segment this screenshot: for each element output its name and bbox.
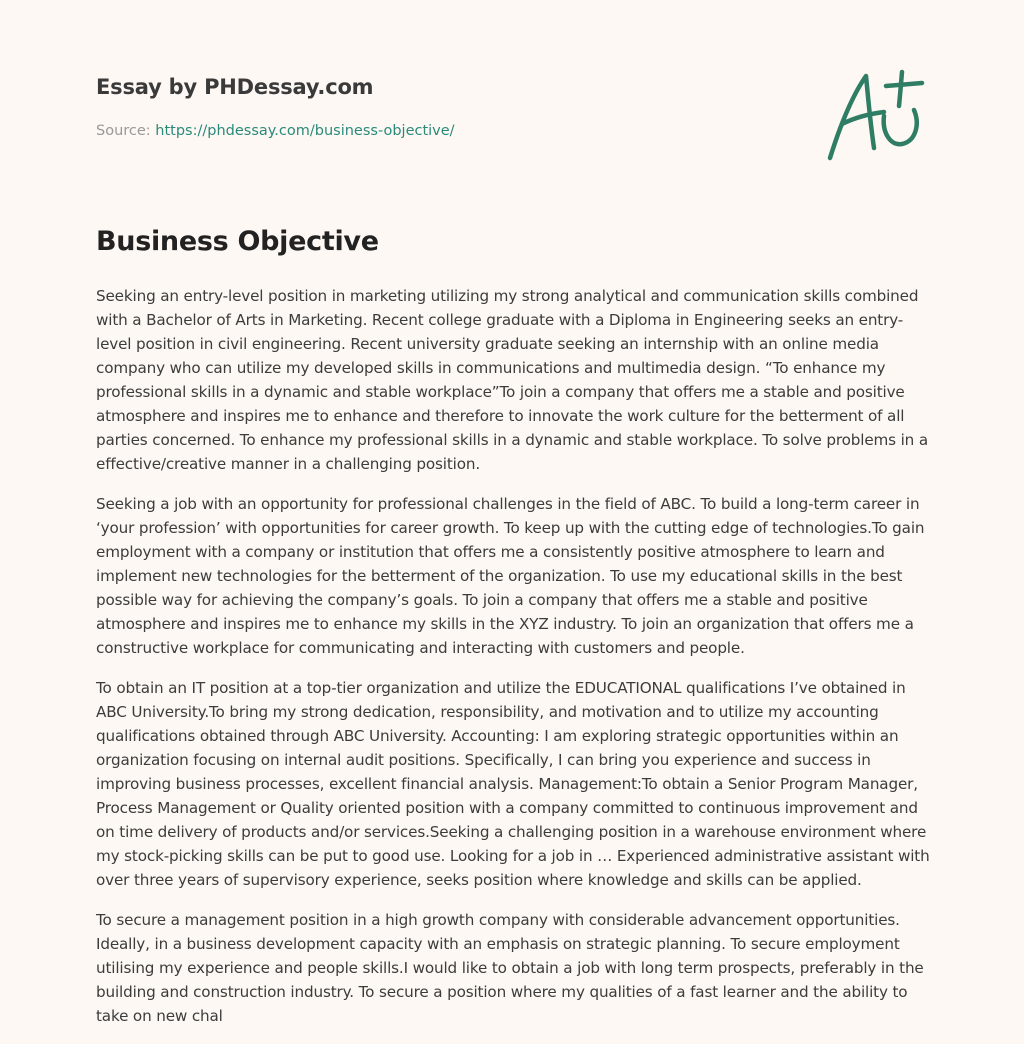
source-link[interactable]: https://phdessay.com/business-objective/ bbox=[155, 123, 455, 139]
source-line bbox=[96, 123, 455, 139]
essay-paragraph: Seeking a job with an opportunity for professional challenges in the field of ABC. To build a long-term career in ‘your profession’ with opportunities for career growth. To keep up with the cutting edge of technologies.To gain employment with a company or institution that offers me a consistently positive atmosphere to learn and implement new technologies for the betterment of the organization. To use my educational skills in the best possible way for achieving the company’s goals. To join a company that offers me a stable and positive atmosphere and inspires me to enhance my skills in the XYZ industry. To join an organization that offers me a constructive workplace for communicating and interacting with customers and people. bbox=[96, 495, 925, 657]
a-plus-logo-icon bbox=[822, 66, 928, 166]
essay-paragraph: To obtain an IT position at a top-tier organization and utilize the EDUCATIONAL qualifications I’ve obtained in ABC University.To bring my strong dedication, responsibility, and motivation and to utilize my accounting qualifications obtained through ABC University. Accounting: I am exploring strategic opportunities within an organization focusing on internal audit positions. Specifically, I can bring you experience and success in improving business processes, excellent financial analysis. Management:To obtain a Senior Program Manager, Process Management or Quality oriented position with a company committed to continuous improvement and on time delivery of products and/or services.Seeking a challenging position in a warehouse environment where my stock-picking skills can be put to good use. Looking for a job in … Experienced administrative assistant with over three years of supervisory experience, seeks position where knowledge and skills can be applied. bbox=[96, 679, 930, 889]
site-title: Essay by PHDessay.com bbox=[96, 75, 374, 99]
source-label: Source: bbox=[96, 123, 156, 139]
essay-title: Business Objective bbox=[96, 226, 379, 257]
essay-paragraph: Seeking an entry-level position in marketing utilizing my strong analytical and communication skills combined with a Bachelor of Arts in Marketing. Recent college graduate with a Diploma in Engineering seeks an entry-level position in civil engineering. Recent university graduate seeking an internship with an online media company who can utilize my developed skills in communications and multimedia design. “To enhance my professional skills in a dynamic and stable workplace”To join a company that offers me a stable and positive atmosphere and inspires me to enhance and therefore to innovate the work culture for the betterment of all parties concerned. To enhance my professional skills in a dynamic and stable workplace. To solve problems in a effective/creative manner in a challenging position. bbox=[96, 287, 928, 473]
essay-body bbox=[96, 284, 936, 1044]
a-plus-logo bbox=[822, 66, 928, 166]
essay-paragraph: To secure a management position in a high growth company with considerable advancement opportunities. Ideally, in a business development capacity with an emphasis on strategic planning. To secure employment utilising my experience and people skills.I would like to obtain a job with long term prospects, preferably in the building and construction industry. To secure a position where my qualities of a fast learner and the ability to take on new chal bbox=[96, 911, 924, 1025]
